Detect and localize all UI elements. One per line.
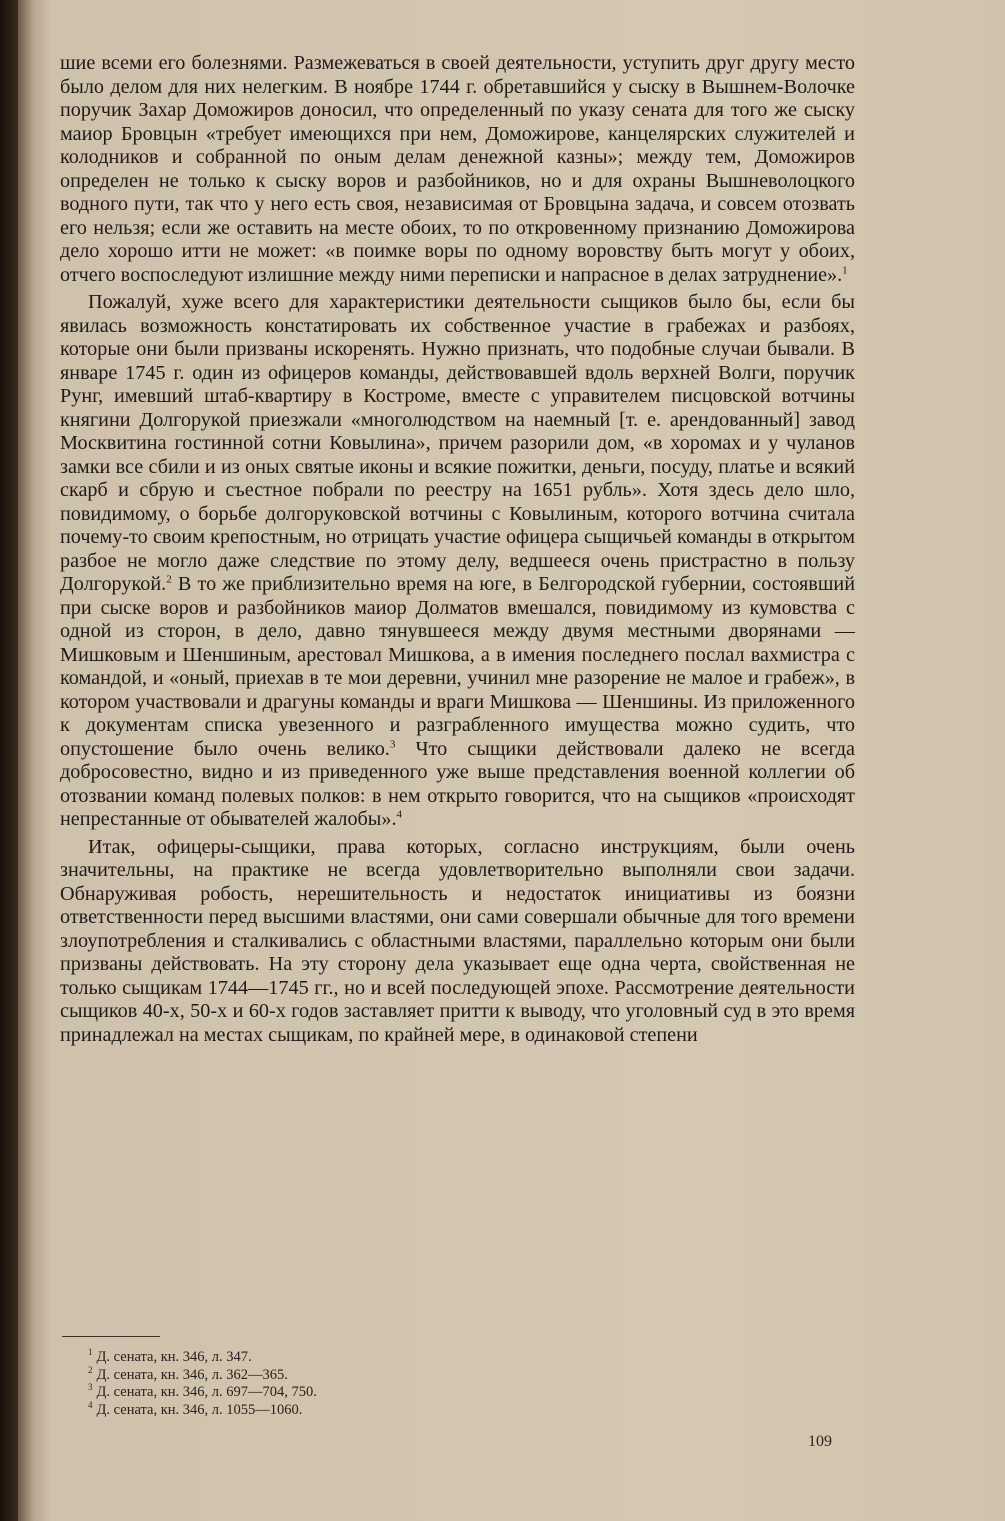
paragraph-2-text-b: В то же приблизительно время на юге, в Белгородской губернии, состоявший при сыске воров и разбойников маиор Долматов вмешался, повидимому из кумовства с одной из сторон, в дело, давно тянувшееся между двумя местными дворянами — Мишковым и Шеншиным, арестовал Мишкова, а в имения последнего послал вахмистра с командой, и «оный, приехав в те мои деревни, учинил мне разорение не малое и грабеж», в котором участвовали и драгуны команды и враги Мишкова — Шеншины. Из приложенного к документам списка увезенного и разграбленного имущества можно судить, что опустошение было очень велико.: [60, 573, 855, 760]
footnote-ref-2: 2: [166, 573, 172, 586]
paragraph-1-text: шие всеми его болезнями. Размежеваться в своей деятельности, уступить друг другу место было делом для них нелегким. В ноябре 1744 г. обретавшийся у сыску в Вышнем-Волочке поручик Захар Доможиров доносил, что определенный по указу сената для того же сыску маиор Бровцын «требует имеющихся при нем, Доможирове, канцелярских служителей и колодников и собранной по оным делам денежной казны»; между тем, Доможиров определен не только к сыску воров и разбойников, но и для охраны Вышневолоцкого водного пути, так что у него есть своя, независимая от Бровцына задача, и совсем отозвать его нельзя; если же оставить на месте обоих, то по откровенному признанию Доможирова дело хорошо итти не может: «в поимке воры по одному воровству быть могут у обоих, отчего воспоследуют излишние между ними переписки и напрасное в делах затруднение».: [60, 52, 855, 286]
footnote-mark-1: 1: [88, 1347, 93, 1358]
footnote-text-3: Д. сената, кн. 346, л. 697—704, 750.: [96, 1384, 317, 1400]
footnote-mark-4: 4: [88, 1399, 93, 1410]
page-number: 109: [808, 1433, 832, 1450]
footnote-divider: [62, 1336, 160, 1337]
footnote-4: [88, 1399, 588, 1420]
footnote-1: [88, 1349, 588, 1367]
footnote-text-2: Д. сената, кн. 346, л. 362—365.: [96, 1366, 288, 1383]
footnote-mark-2: 2: [88, 1364, 93, 1375]
footnote-mark-3: 3: [88, 1382, 93, 1393]
footnote-text-1: Д. сената, кн. 346, л. 347.: [96, 1349, 252, 1365]
footnotes: [88, 1349, 588, 1419]
footnote-ref-3: 3: [389, 737, 396, 750]
paragraph-2-text-c: Что сыщики действовали далеко не всегда добросовестно, видно и из приведенного уже выше представления военной коллегии об отозвании команд полевых полков: в нем открыто говорится, что на сыщиков «происходят непрестанные от обывателей жалобы».: [60, 737, 855, 830]
footnote-text-4: Д. сената, кн. 346, л. 1055—1060.: [96, 1401, 303, 1418]
book-spine-shadow: [0, 0, 18, 1521]
footnote-3: [88, 1384, 588, 1402]
paragraph-2-text-a: Пожалуй, хуже всего для характеристики деятельности сыщиков было бы, если бы явилась возможность констатировать их собственное участие в грабежах и разбоях, которые они были призваны искоренять. Нужно признать, что подобные случаи бывали. В январе 1745 г. один из офицеров команды, действовавшей вдоль верхней Волги, поручик Рунг, имевший штаб-квартиру в Костроме, вместе с управителем писцовской вотчины княгини Долгорукой приезжали «многолюдством на наемный [т. е. арендованный] завод Москвитина гостинной сотни Ковылина», причем разорили дом, «в хоромах и у чуланов замки все сбили и из оных святые иконы и всякие пожитки, деньги, посуду, платье и всякий скарб и сбрую и съестное побрали по реестру на 1651 рубль». Хотя здесь дело шло, повидимому, о борьбе долгоруковской вотчины с Ковылиным, которого вотчина считала почему-то своим крепостным, но отрицать участие офицера сыщичьей команды в открытом разбое не могло даже следствие по этому делу, ведшееся очень пристрастно в пользу Долгорукой.: [60, 291, 855, 595]
paragraph-3: [60, 836, 855, 1048]
paragraph-2: [60, 291, 855, 832]
footnote-ref-4: 4: [396, 808, 403, 821]
footnote-2: [88, 1364, 588, 1385]
page-body: [60, 52, 855, 1047]
paragraph-1: [60, 52, 855, 287]
paragraph-3-text: Итак, офицеры-сыщики, права которых, согласно инструкциям, были очень значительны, на практике не всегда удовлетворительно выполняли свои задачи. Обнаруживая робость, нерешительность и недостаток инициативы из боязни ответственности перед высшими властями, они сами совершали обычные для того времени злоупотребления и сталкивались с областными властями, параллельно которым они были призваны действовать. На эту сторону дела указывает еще одна черта, свойственная не только сыщикам 1744—1745 гг., но и всей последующей эпохе. Рассмотрение деятельности сыщиков 40-х, 50-х и 60-х годов заставляет притти к выводу, что уголовный суд в это время принадлежал на местах сыщикам, по крайней мере, в одинаковой степени: [60, 835, 855, 1046]
footnote-ref-1: 1: [842, 263, 848, 276]
